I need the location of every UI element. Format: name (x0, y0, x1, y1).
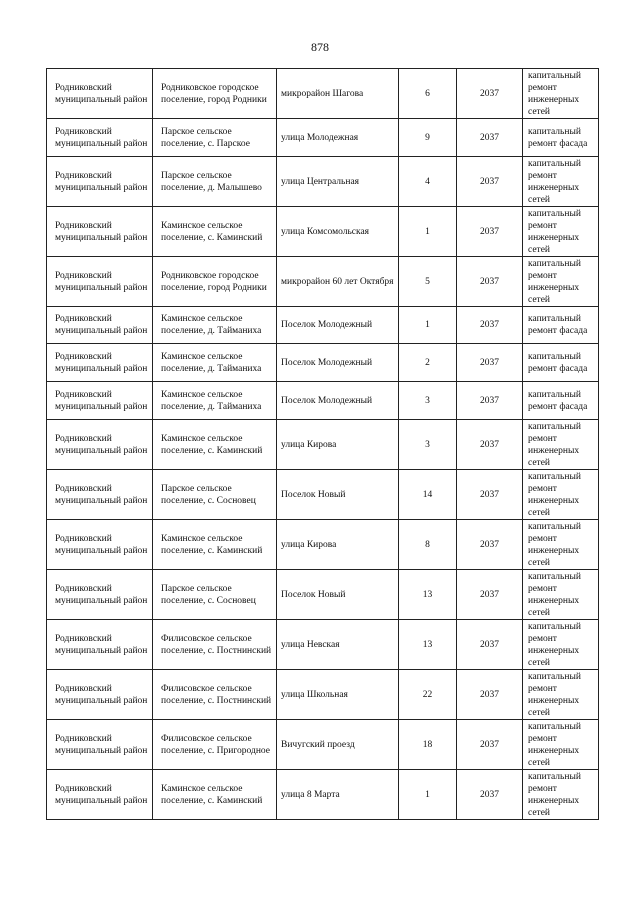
house-number-cell: 4 (399, 157, 457, 207)
work-type-cell: капитальный ремонт инженерных сетей (523, 570, 599, 620)
year-cell: 2037 (457, 770, 523, 820)
table-row (47, 344, 599, 382)
settlement-cell: Филисовское сельское поселение, с. Постнинский (153, 670, 277, 720)
street-cell: Поселок Молодежный (277, 344, 399, 382)
work-type-cell: капитальный ремонт фасада (523, 382, 599, 420)
district-cell: Родниковский муниципальный район (47, 670, 153, 720)
street-cell: улица 8 Марта (277, 770, 399, 820)
street-cell: Поселок Молодежный (277, 382, 399, 420)
year-cell: 2037 (457, 207, 523, 257)
table-row (47, 157, 599, 207)
table-row (47, 307, 599, 344)
work-type-cell: капитальный ремонт инженерных сетей (523, 69, 599, 119)
street-cell: улица Молодежная (277, 119, 399, 157)
street-cell: микрорайон Шагова (277, 69, 399, 119)
house-number-cell: 18 (399, 720, 457, 770)
table-row (47, 570, 599, 620)
settlement-cell: Каминское сельское поселение, с. Каминский (153, 770, 277, 820)
settlement-cell: Парское сельское поселение, д. Малышево (153, 157, 277, 207)
house-number-cell: 1 (399, 307, 457, 344)
work-type-cell: капитальный ремонт инженерных сетей (523, 520, 599, 570)
district-cell: Родниковский муниципальный район (47, 770, 153, 820)
year-cell: 2037 (457, 382, 523, 420)
house-number-cell: 1 (399, 207, 457, 257)
work-type-cell: капитальный ремонт инженерных сетей (523, 207, 599, 257)
table-row (47, 620, 599, 670)
year-cell: 2037 (457, 119, 523, 157)
house-number-cell: 22 (399, 670, 457, 720)
house-number-cell: 5 (399, 257, 457, 307)
table-row (47, 470, 599, 520)
settlement-cell: Каминское сельское поселение, с. Каминский (153, 520, 277, 570)
year-cell: 2037 (457, 670, 523, 720)
house-number-cell: 3 (399, 382, 457, 420)
district-cell: Родниковский муниципальный район (47, 470, 153, 520)
year-cell: 2037 (457, 520, 523, 570)
year-cell: 2037 (457, 307, 523, 344)
work-type-cell: капитальный ремонт инженерных сетей (523, 620, 599, 670)
settlement-cell: Каминское сельское поселение, д. Тайманиха (153, 344, 277, 382)
settlement-cell: Каминское сельское поселение, с. Каминский (153, 207, 277, 257)
table-row (47, 257, 599, 307)
house-number-cell: 1 (399, 770, 457, 820)
street-cell: Вичугский проезд (277, 720, 399, 770)
work-type-cell: капитальный ремонт инженерных сетей (523, 157, 599, 207)
work-type-cell: капитальный ремонт инженерных сетей (523, 257, 599, 307)
work-type-cell: капитальный ремонт фасада (523, 119, 599, 157)
street-cell: улица Кирова (277, 520, 399, 570)
district-cell: Родниковский муниципальный район (47, 720, 153, 770)
street-cell: Поселок Молодежный (277, 307, 399, 344)
settlement-cell: Филисовское сельское поселение, с. Постнинский (153, 620, 277, 670)
settlement-cell: Каминское сельское поселение, д. Тайманиха (153, 307, 277, 344)
work-type-cell: капитальный ремонт фасада (523, 307, 599, 344)
house-number-cell: 9 (399, 119, 457, 157)
work-type-cell: капитальный ремонт инженерных сетей (523, 770, 599, 820)
table-row (47, 382, 599, 420)
work-type-cell: капитальный ремонт инженерных сетей (523, 670, 599, 720)
settlement-cell: Парское сельское поселение, с. Парское (153, 119, 277, 157)
settlement-cell: Парское сельское поселение, с. Сосновец (153, 470, 277, 520)
settlement-cell: Каминское сельское поселение, с. Каминский (153, 420, 277, 470)
street-cell: улица Комсомольская (277, 207, 399, 257)
house-number-cell: 13 (399, 570, 457, 620)
street-cell: улица Невская (277, 620, 399, 670)
page-number: 878 (311, 40, 329, 54)
house-number-cell: 6 (399, 69, 457, 119)
district-cell: Родниковский муниципальный район (47, 382, 153, 420)
table-row (47, 119, 599, 157)
table-row (47, 520, 599, 570)
district-cell: Родниковский муниципальный район (47, 69, 153, 119)
work-type-cell: капитальный ремонт инженерных сетей (523, 720, 599, 770)
table-row (47, 720, 599, 770)
table-row (47, 420, 599, 470)
district-cell: Родниковский муниципальный район (47, 344, 153, 382)
district-cell: Родниковский муниципальный район (47, 570, 153, 620)
street-cell: микрорайон 60 лет Октября (277, 257, 399, 307)
year-cell: 2037 (457, 470, 523, 520)
district-cell: Родниковский муниципальный район (47, 157, 153, 207)
district-cell: Родниковский муниципальный район (47, 307, 153, 344)
year-cell: 2037 (457, 420, 523, 470)
house-number-cell: 3 (399, 420, 457, 470)
year-cell: 2037 (457, 720, 523, 770)
table-row (47, 207, 599, 257)
year-cell: 2037 (457, 570, 523, 620)
settlement-cell: Парское сельское поселение, с. Сосновец (153, 570, 277, 620)
housing-registry-table (46, 68, 599, 820)
street-cell: Поселок Новый (277, 570, 399, 620)
work-type-cell: капитальный ремонт инженерных сетей (523, 470, 599, 520)
district-cell: Родниковский муниципальный район (47, 207, 153, 257)
street-cell: Поселок Новый (277, 470, 399, 520)
year-cell: 2037 (457, 69, 523, 119)
district-cell: Родниковский муниципальный район (47, 620, 153, 670)
table-row (47, 69, 599, 119)
year-cell: 2037 (457, 157, 523, 207)
district-cell: Родниковский муниципальный район (47, 420, 153, 470)
table-row (47, 670, 599, 720)
street-cell: улица Центральная (277, 157, 399, 207)
house-number-cell: 2 (399, 344, 457, 382)
year-cell: 2037 (457, 620, 523, 670)
work-type-cell: капитальный ремонт фасада (523, 344, 599, 382)
settlement-cell: Родниковское городское поселение, город Родники (153, 69, 277, 119)
year-cell: 2037 (457, 257, 523, 307)
settlement-cell: Родниковское городское поселение, город Родники (153, 257, 277, 307)
table-row (47, 770, 599, 820)
district-cell: Родниковский муниципальный район (47, 520, 153, 570)
district-cell: Родниковский муниципальный район (47, 257, 153, 307)
settlement-cell: Каминское сельское поселение, д. Тайманиха (153, 382, 277, 420)
work-type-cell: капитальный ремонт инженерных сетей (523, 420, 599, 470)
house-number-cell: 14 (399, 470, 457, 520)
district-cell: Родниковский муниципальный район (47, 119, 153, 157)
year-cell: 2037 (457, 344, 523, 382)
street-cell: улица Кирова (277, 420, 399, 470)
house-number-cell: 13 (399, 620, 457, 670)
house-number-cell: 8 (399, 520, 457, 570)
settlement-cell: Филисовское сельское поселение, с. Пригородное (153, 720, 277, 770)
street-cell: улица Школьная (277, 670, 399, 720)
